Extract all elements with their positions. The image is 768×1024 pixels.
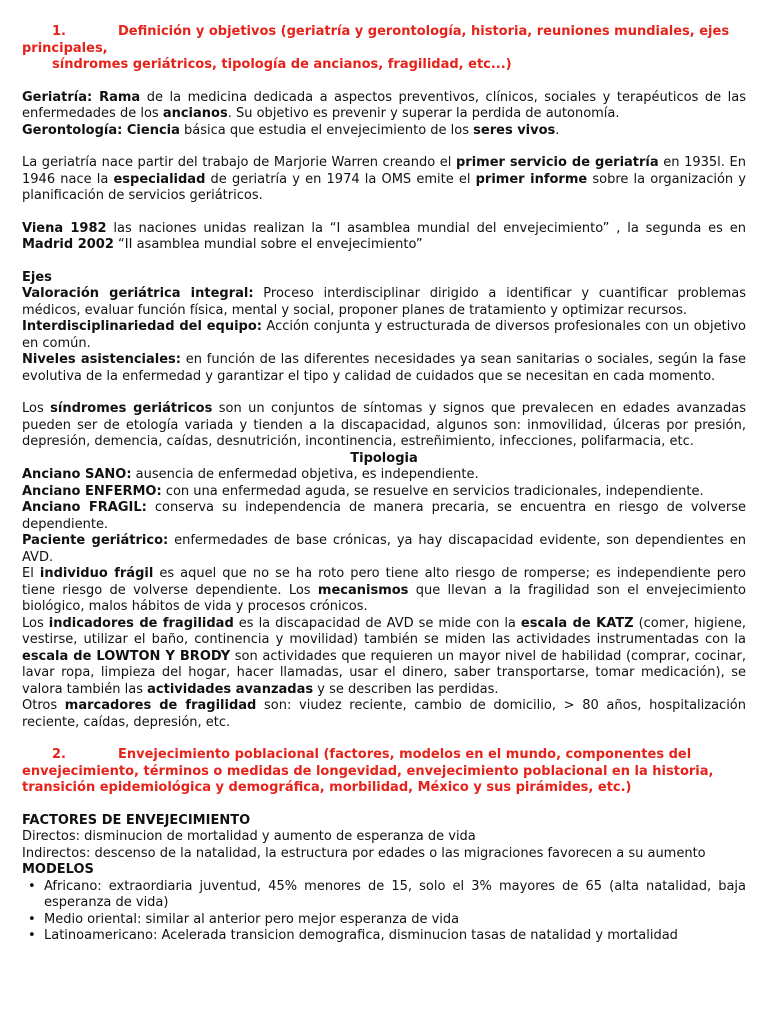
historia-bold-3: primer informe [475,171,588,187]
fragilidad-bold-1: individuo frágil [39,566,154,581]
historia-text-1: La geriatría nace partir del trabajo de Marjorie Warren creando el [22,155,456,170]
fragilidad-paragraph [22,566,746,616]
historia-paragraph [22,155,746,205]
tipologia-enfermo [22,484,746,501]
paciente-term: Paciente geriátrico: [22,533,169,548]
ejes-title-text: Ejes [22,269,52,285]
tipologia-title: Tipologia [350,450,418,466]
section-2-heading-line1: Envejecimiento poblacional (factores, modelos en el mundo, componentes del envejecimiento, [22,747,692,779]
section-1-heading-line1: Definición y objetivos (geriatría y gerontología, historia, reuniones mundiales, ejes principales, [22,24,730,56]
indicadores-paragraph [22,616,746,699]
geriatria-definition [22,90,746,123]
marcadores-text-1: Otros [22,698,65,713]
modelo-item: • Africano: extraordiaria juventud, 45% menores de 15, solo el 3% mayores de 65 (alta natalidad, baja esperanza de vida) [38,879,746,912]
modelo-item: • Medio oriental: similar al anterior pero mejor esperanza de vida [38,912,746,929]
indicadores-bold-1: indicadores de fragilidad [48,615,234,631]
interdisc-term: Interdisciplinariedad del equipo: [22,319,262,334]
gerontologia-bold: seres vivos [473,122,556,138]
section-1-heading-line2: síndromes geriátricos, tipología de ancianos, fragilidad, etc...) [52,57,512,72]
sano-text: ausencia de enfermedad objetiva, es independiente. [131,467,479,482]
enfermo-term: Anciano ENFERMO: [22,483,162,499]
geriatria-term: Geriatría: Rama [22,89,141,105]
niveles-term: Niveles asistenciales: [22,352,181,367]
gerontologia-term: Gerontología: Ciencia [22,122,180,138]
paciente-text: enfermedades de base crónicas, ya hay discapacidad evidente, son dependientes en AVD. [22,533,746,565]
modelos-title-text: MODELOS [22,862,94,877]
fragil-text: conserva su independencia de manera precaria, se encuentra en riesgo de volverse dependiente. [22,500,746,532]
enfermo-text: con una enfermedad aguda, se resuelve en servicios tradicionales, independiente. [161,483,704,499]
tipologia-sano [22,467,746,484]
indicadores-bold-2: escala de KATZ [520,615,634,631]
historia-text-3: de geriatría y en 1974 la OMS emite el [205,171,476,187]
factores-directos: Directos: disminucion de mortalidad y aumento de esperanza de vida [22,829,476,844]
valoracion-text: Proceso interdisciplinar dirigido a identificar y cuantificar problemas médicos, evaluar función física, mental y social, proponer planes de tratamiento y optimizar recursos. [22,286,746,318]
historia-text-4: sobre la organización y planificación de servicios geriátricos. [22,171,746,203]
sano-term: Anciano SANO: [22,467,132,482]
reuniones-paragraph [22,221,746,254]
geriatria-text-end: . Su objetivo es prevenir y superar la perdida de autonomía. [227,106,620,121]
marcadores-text-2: son: viudez reciente, cambio de domicilio, > 80 años, hospitalización reciente, caídas, depresión, etc. [22,698,747,730]
factores-title [22,813,746,830]
modelos-title [22,862,746,879]
factores-title-text: FACTORES DE ENVEJECIMIENTO [22,812,251,828]
fragilidad-text-3: que llevan a la fragilidad son el envejecimiento biológico, malos hábitos de vida y procesos crónicos. [22,582,746,614]
indicadores-text-2: es la discapacidad de AVD se mide con la [233,615,521,631]
geriatria-text: de la medicina dedicada a aspectos preventivos, clínicos, sociales y terapéuticos de las enfermedades de los [22,89,747,121]
gerontologia-text: básica que estudia el envejecimiento de los [179,122,474,138]
gerontologia-definition [22,123,746,140]
historia-text-2: en 1935l. En 1946 nace la [22,155,746,187]
sindromes-paragraph [22,401,746,451]
indicadores-text-4: son actividades que requieren un mayor nivel de habilidad (comprar, cocinar, lavar ropa, limpieza del hogar, hacer llamadas, usar el dinero, saber transportarse, tomar medicación), se valora también las [22,648,747,697]
indicadores-text-5: y se describen las perdidas. [313,681,499,697]
sindromes-text-2: son un conjuntos de síntomas y signos que prevalecen en edades avanzadas pueden ser de etología variada y tienden a la discapacidad, algunos son: inmovilidad, úlceras por presión, depresión, demencia, caídas, desnutrición, incontinencia, estreñimiento, infecciones, polifarmacia, etc. [22,401,746,449]
tipologia-fragil [22,500,746,533]
fragilidad-text-2: es aquel que no se ha roto pero tiene alto riesgo de romperse; es independiente pero tiene riesgo de volverse dependiente. Los [22,566,746,598]
sindromes-text-1: Los [22,401,51,416]
interdisc-text: Acción conjunta y estructurada de diversos profesionales con un objetivo en común. [22,319,746,351]
madrid-2002: Madrid 2002 [22,237,114,252]
reuniones-text-1: las naciones unidas realizan la “I asamblea mundial del envejecimiento” , la segunda es en [106,220,747,236]
tipologia-paciente [22,533,746,566]
niveles-text: en función de las diferentes necesidades ya sean sanitarias o sociales, según la fase evolutiva de la enfermedad y garantizar el tipo y calidad de cuidados que se necesitan en cada momento. [22,352,746,384]
section-1-number: 1. [52,24,66,39]
fragilidad-bold-2: mecanismos [317,582,409,598]
ejes-valoracion [22,286,746,319]
historia-bold-1: primer servicio de geriatría [455,155,659,170]
valoracion-term: Valoración geriátrica integral: [22,286,254,301]
modelos-list [22,879,746,945]
indicadores-bold-3: escala de LOWTON Y BRODY [22,648,231,664]
historia-bold-2: especialidad [113,171,206,187]
indicadores-bold-4: actividades avanzadas [147,681,314,697]
section-2-number: 2. [52,747,66,762]
geriatria-bold: ancianos [162,106,228,121]
indicadores-text-3: (comer, higiene, vestirse, utilizar el baño, continencia y movilidad) también se miden las actividades instrumentadas con la [22,615,746,647]
ejes-niveles [22,352,746,385]
section-2-heading [22,747,746,797]
reuniones-text-2: “II asamblea mundial sobre el envejecimiento” [113,237,423,252]
fragil-term: Anciano FRAGIL: [22,500,147,515]
gerontologia-text-end: . [555,122,560,138]
ejes-interdisciplinariedad [22,319,746,352]
marcadores-bold: marcadores de fragilidad [64,698,257,713]
sindromes-bold: síndromes geriátricos [50,401,213,416]
viena-1982: Viena 1982 [22,220,107,236]
ejes-title [22,270,746,287]
section-1-heading [22,24,746,74]
modelo-item: • Latinoamericano: Acelerada transicion demografica, disminucion tasas de natalidad y mortalidad [38,928,746,945]
indicadores-text-1: Los [22,615,49,631]
factores-indirectos: Indirectos: descenso de la natalidad, la estructura por edades o las migraciones favorecen a su aumento [22,845,706,861]
section-2-heading-line2: términos o medidas de longevidad, envejecimiento poblacional en la historia, transición epidemiológica y demográfica, morbilidad, México y sus pirámides, etc.) [22,763,714,795]
marcadores-paragraph [22,698,746,731]
fragilidad-text-1: El [22,566,40,581]
